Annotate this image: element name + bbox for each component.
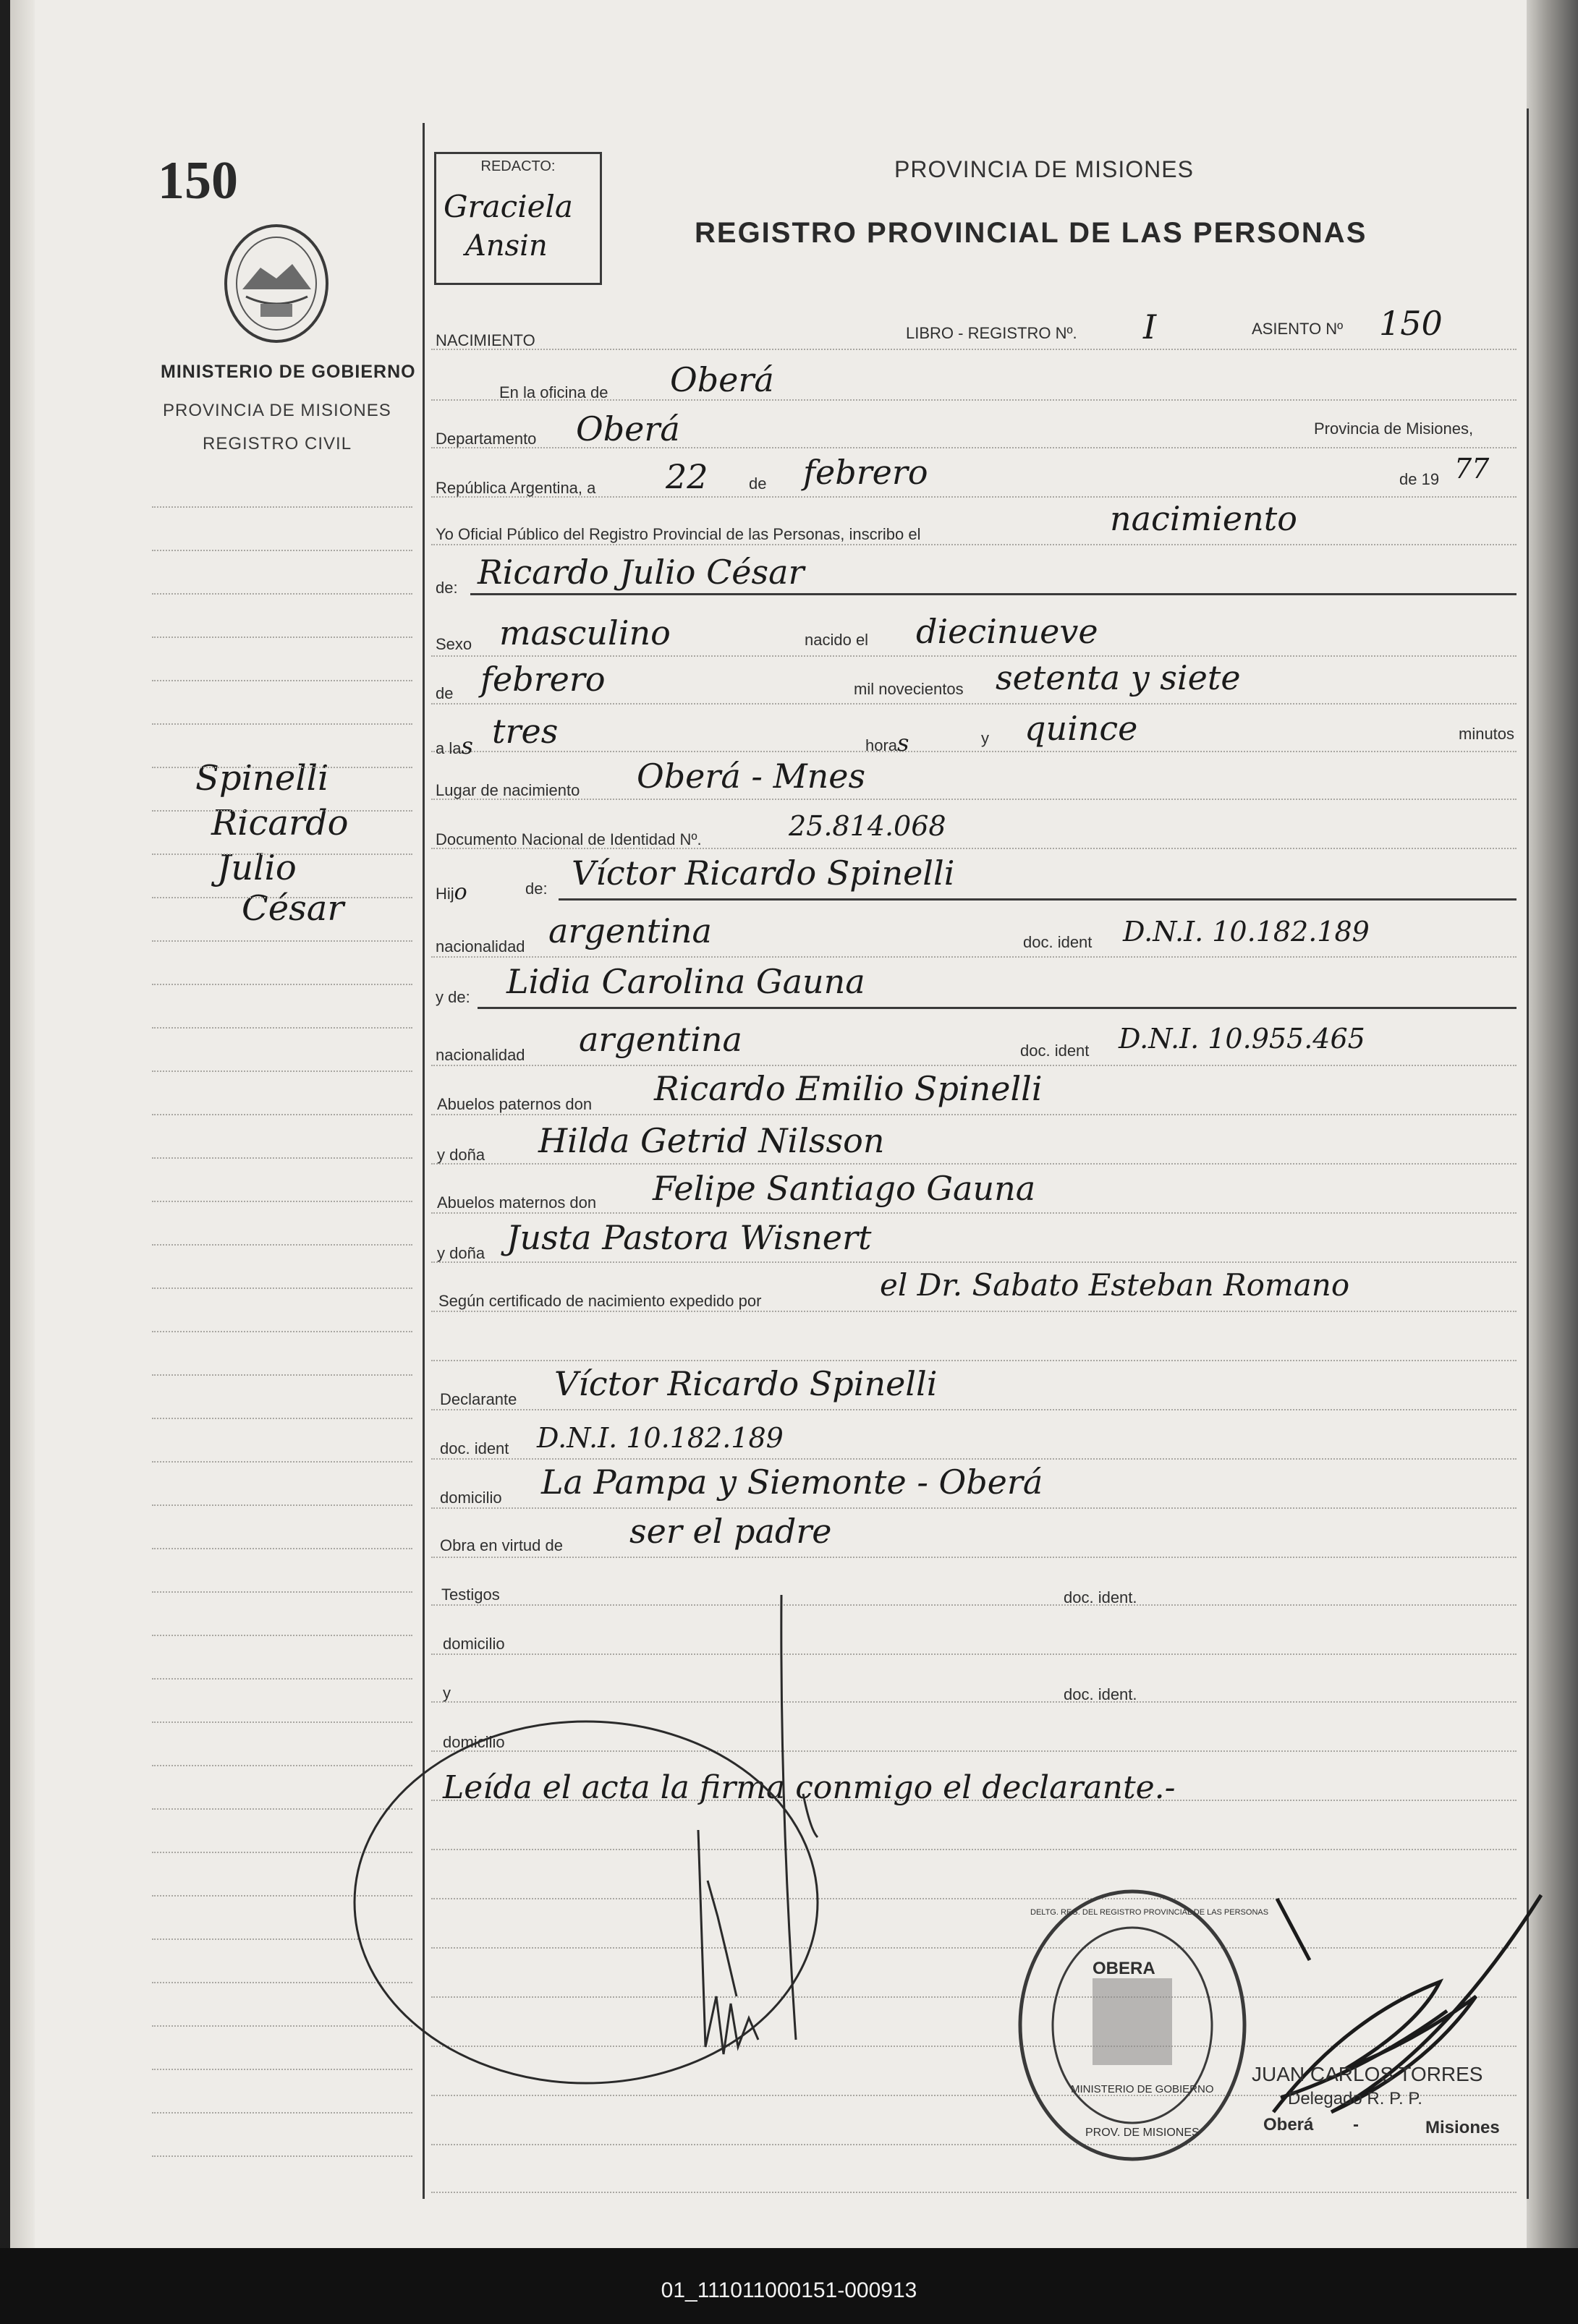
dona-2-label: y doña [437, 1244, 485, 1262]
doc-ident-1-value: D.N.I. 10.182.189 [1123, 916, 1370, 948]
asiento-value: 150 [1379, 304, 1443, 343]
form-rule-line [431, 1653, 1517, 1655]
abuela-materna-value: Justa Pastora Wisnert [506, 1218, 872, 1257]
mil-value: setenta y siete [996, 658, 1241, 697]
margin-rule-line [152, 810, 412, 812]
provincia-suffix: Provincia de Misiones, [1314, 420, 1474, 438]
abuelo-materno-value: Felipe Santiago Gauna [653, 1169, 1036, 1208]
asiento-label: ASIENTO Nº [1252, 320, 1344, 338]
margin-rule-line [152, 550, 412, 551]
doc-ident-2-value: D.N.I. 10.955.465 [1119, 1023, 1365, 1055]
hijo-de-label: de: [525, 880, 548, 898]
margin-rule-line [152, 723, 412, 725]
margin-rule-line [152, 1461, 412, 1463]
margin-rule-line [152, 1114, 412, 1115]
record-type-label: NACIMIENTO [436, 331, 535, 349]
y-de-label: y de: [436, 988, 470, 1006]
libro-value: I [1143, 307, 1157, 346]
abuela-paterna-value: Hilda Getrid Nilsson [538, 1121, 885, 1160]
de-name-label: de: [436, 579, 458, 597]
stamp-ring-text: DELTG. REG. DEL REGISTRO PROVINCIAL DE LAS PERSONAS [1030, 1908, 1269, 1917]
year-value: 77 [1454, 453, 1490, 485]
form-rule-line [431, 1604, 1517, 1606]
form-rule-line [431, 1212, 1517, 1214]
sexo-label: Sexo [436, 635, 472, 653]
footer-bar [0, 2248, 1578, 2324]
doc-ident-3-value: D.N.I. 10.182.189 [537, 1422, 784, 1454]
margin-rule-line [152, 1201, 412, 1202]
dni-label: Documento Nacional de Identidad Nº. [436, 830, 702, 848]
margin-rule-line [152, 2069, 412, 2070]
ministry-province: PROVINCIA DE MISIONES [163, 401, 391, 420]
margin-rule-line [152, 1504, 412, 1506]
margin-rule-line [152, 1765, 412, 1766]
obra-value: ser el padre [629, 1512, 832, 1551]
closing-text: Leída el acta la firma conmigo el declarante.- [443, 1769, 1176, 1806]
margin-rule-line [152, 1027, 412, 1029]
form-rule-line [431, 1507, 1517, 1509]
y-2-label: y [443, 1684, 451, 1702]
doc-ident-4-label: doc. ident. [1064, 1588, 1137, 1606]
nacionalidad-1-label: nacionalidad [436, 937, 525, 955]
lugar-label: Lugar de nacimiento [436, 781, 580, 799]
folio-number: 150 [158, 151, 238, 210]
sexo-value: masculino [499, 613, 671, 652]
a-las-suffix: s [461, 732, 473, 759]
domicilio-label: domicilio [440, 1489, 502, 1507]
page-title: REGISTRO PROVINCIAL DE LAS PERSONAS [695, 217, 1367, 249]
margin-rule-line [152, 1157, 412, 1159]
margin-rule-line [152, 2025, 412, 2027]
margin-rule-line [152, 940, 412, 942]
horas-suffix: s [897, 729, 909, 757]
stamp-province: PROV. DE MISIONES [1085, 2127, 1200, 2139]
margin-rule-line [152, 1895, 412, 1897]
hijo-label: Hijo [436, 880, 467, 905]
margin-rule-line [152, 1982, 412, 1983]
redacto-name-line-2: Ansin [465, 229, 548, 263]
doc-ident-2-label: doc. ident [1020, 1042, 1090, 1060]
minutos-label: minutos [1459, 725, 1515, 743]
redacto-name-line-1: Graciela [444, 189, 573, 224]
margin-rule-line [152, 1287, 412, 1289]
domicilio-2-label: domicilio [443, 1635, 505, 1653]
form-rule-line [431, 1311, 1517, 1312]
segun-value: el Dr. Sabato Esteban Romano [880, 1267, 1350, 1303]
child-name-underline [470, 593, 1517, 595]
form-rule-line [431, 956, 1517, 958]
father-name: Víctor Ricardo Spinelli [572, 854, 955, 893]
horas-label: horas [865, 729, 909, 757]
oficial-text: Yo Oficial Público del Registro Provincial de las Personas, inscribo el [436, 525, 921, 543]
segun-label: Según certificado de nacimiento expedido por [438, 1292, 762, 1310]
oficina-label: En la oficina de [499, 383, 608, 401]
form-rule-line [431, 703, 1517, 705]
left-frame-line [423, 123, 425, 2199]
form-rule-line [431, 1458, 1517, 1460]
departamento-label: Departamento [436, 430, 537, 448]
stamp-ministry: MINISTERIO DE GOBIERNO [1071, 2083, 1214, 2095]
margin-rule-line [152, 1071, 412, 1072]
margin-rule-line [152, 1331, 412, 1332]
margin-rule-line [152, 984, 412, 985]
form-rule-line [431, 1065, 1517, 1066]
doc-ident-3-label: doc. ident [440, 1439, 509, 1457]
official-province: Misiones [1425, 2118, 1500, 2137]
form-rule-line [431, 2046, 1517, 2047]
nacido-value: diecinueve [916, 612, 1098, 651]
ministry-office: REGISTRO CIVIL [203, 434, 352, 454]
doc-ident-5-label: doc. ident. [1064, 1685, 1137, 1703]
margin-rule-line [152, 767, 412, 768]
form-rule-line [431, 2144, 1517, 2145]
form-rule-line [431, 1360, 1517, 1361]
margin-rule-line [152, 1418, 412, 1419]
oficial-value: nacimiento [1110, 499, 1297, 538]
margin-rule-line [152, 1244, 412, 1246]
form-rule-line [431, 655, 1517, 657]
departamento-value: Oberá [576, 409, 680, 448]
form-rule-line [431, 1557, 1517, 1558]
official-role: Delegado R. P. P. [1288, 2089, 1422, 2108]
obra-label: Obra en virtud de [440, 1536, 563, 1554]
de-label: de [749, 474, 767, 493]
domicilio-value: La Pampa y Siemonte - Oberá [541, 1463, 1043, 1502]
margin-rule-line [152, 2155, 412, 2157]
footer-id: 01_111011000151-000913 [661, 2278, 917, 2302]
mother-name: Lidia Carolina Gauna [506, 962, 865, 1001]
nacionalidad-2-value: argentina [579, 1020, 742, 1059]
republica-label: República Argentina, a [436, 479, 596, 497]
redacto-label: REDACTO: [480, 158, 556, 174]
redacto-box [434, 152, 602, 285]
declarante-label: Declarante [440, 1390, 517, 1408]
right-frame-line [1527, 108, 1529, 2199]
margin-rule-line [152, 1852, 412, 1853]
form-rule-line [431, 1750, 1517, 1752]
ministry-title: MINISTERIO DE GOBIERNO [161, 362, 416, 382]
margin-rule-line [152, 1938, 412, 1940]
dni-value: 25.814.068 [789, 810, 946, 842]
form-rule-line [431, 1163, 1517, 1165]
hijo-suffix: o [454, 880, 467, 905]
margin-rule-line [152, 1548, 412, 1549]
mother-name-underline [478, 1007, 1517, 1009]
margin-note-line-2: Ricardo [211, 803, 349, 843]
margin-rule-line [152, 1808, 412, 1810]
form-rule-line [431, 799, 1517, 800]
abuelos-maternos-label: Abuelos maternos don [437, 1193, 597, 1212]
birth-month-value: febrero [480, 660, 606, 699]
de-month-label: de [436, 684, 454, 702]
day-value: 22 [666, 457, 708, 496]
margin-rule-line [152, 680, 412, 681]
margin-rule-line [152, 506, 412, 508]
margin-rule-line [152, 2112, 412, 2114]
abuelo-paterno-value: Ricardo Emilio Spinelli [654, 1069, 1043, 1108]
nacionalidad-2-label: nacionalidad [436, 1046, 525, 1064]
month-value: febrero [803, 453, 928, 492]
margin-rule-line [152, 854, 412, 855]
form-rule-line [431, 1996, 1517, 1998]
form-rule-line [431, 1898, 1517, 1899]
a-las-label: a las [436, 732, 473, 759]
margin-rule-line [152, 1374, 412, 1376]
margin-rule-line [152, 1678, 412, 1680]
hour-value: tres [492, 712, 559, 751]
form-rule-line [431, 1114, 1517, 1115]
stamp-city: OBERA [1093, 1959, 1155, 1978]
form-rule-line [431, 349, 1517, 350]
minutes-value: quince [1025, 709, 1138, 748]
doc-ident-1-label: doc. ident [1023, 933, 1093, 951]
form-rule-line [431, 751, 1517, 752]
official-name: JUAN CARLOS TORRES [1252, 2063, 1483, 2085]
libro-label: LIBRO - REGISTRO Nº. [906, 324, 1077, 342]
margin-note-line-3: Julio [217, 848, 297, 888]
form-rule-line [431, 1849, 1517, 1850]
margin-rule-line [152, 1721, 412, 1723]
margin-rule-line [152, 897, 412, 898]
declarante-value: Víctor Ricardo Spinelli [554, 1364, 938, 1403]
margin-rule-line [152, 1591, 412, 1593]
nacido-label: nacido el [805, 631, 869, 649]
mil-label: mil novecientos [854, 680, 964, 698]
margin-note-line-1: Spinelli [195, 758, 329, 799]
form-rule-line [431, 1409, 1517, 1410]
form-rule-line [431, 1701, 1517, 1703]
form-rule-line [431, 1947, 1517, 1949]
margin-rule-line [152, 637, 412, 638]
lugar-value: Oberá - Mnes [637, 757, 866, 796]
year-label: de 19 [1399, 470, 1440, 488]
oficina-value: Oberá [670, 360, 774, 399]
margin-note-line-4: César [242, 888, 344, 929]
official-dash: - [1353, 2115, 1359, 2134]
form-rule-line [431, 544, 1517, 545]
dona-1-label: y doña [437, 1146, 485, 1164]
page-edge [1527, 0, 1578, 2248]
y-label: y [981, 729, 989, 747]
testigos-label: Testigos [441, 1585, 500, 1604]
official-city: Oberá [1263, 2115, 1314, 2134]
margin-rule-line [152, 593, 412, 595]
father-name-underline [559, 898, 1517, 901]
nacionalidad-1-value: argentina [548, 911, 712, 950]
form-rule-line [431, 1261, 1517, 1263]
domicilio-3-label: domicilio [443, 1733, 505, 1751]
abuelos-paternos-label: Abuelos paternos don [437, 1095, 593, 1113]
form-rule-line [431, 2192, 1517, 2193]
child-name: Ricardo Julio César [478, 553, 805, 592]
book-binding [10, 0, 35, 2248]
header-province: PROVINCIA DE MISIONES [894, 156, 1194, 182]
margin-rule-line [152, 1635, 412, 1636]
